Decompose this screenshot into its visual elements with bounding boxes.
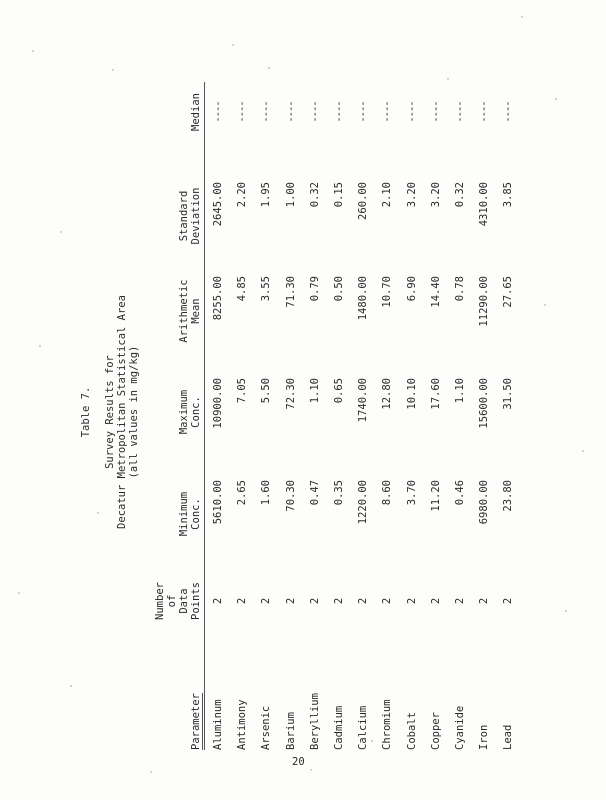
cell-minimum: 70.30 [284,480,297,512]
header-maximum-line-1: Maximum [178,389,190,435]
cell-mean: 0.79 [308,276,321,302]
cell-parameter: Cobalt [405,712,418,750]
table-row [405,72,419,752]
cell-data-points: 2 [502,597,515,605]
cell-mean: 6.90 [405,276,418,302]
cell-parameter: Beryllium [308,693,321,750]
cell-data-points: 2 [381,597,394,605]
cell-minimum: 8.60 [381,480,394,506]
table-row [501,72,515,752]
header-parameter [190,693,203,750]
cell-std: 2.20 [236,182,249,208]
cell-minimum: 6980.00 [478,480,491,525]
header-maximum-line-2: Conc. [190,396,202,428]
cell-data-points: 2 [260,597,273,605]
cell-parameter: Cyanide [454,705,466,750]
cell-std: 2645.00 [212,182,224,227]
cell-minimum: 3.70 [405,480,418,506]
cell-mean: 1480.00 [357,276,370,321]
cell-median: ---- [236,101,249,123]
rotated-table [80,72,540,752]
cell-median: ---- [333,101,345,123]
cell-median: ---- [308,101,321,123]
cell-minimum: 5610.00 [212,480,224,525]
table-row [453,72,467,752]
cell-minimum: 2.65 [236,480,249,506]
cell-mean: 27.65 [502,276,515,308]
cell-median: ---- [454,101,466,123]
cell-maximum: 31.50 [502,378,515,410]
cell-std: 2.10 [381,182,394,208]
cell-median: ---- [212,101,224,123]
cell-mean: 4.85 [236,276,249,302]
cell-parameter: Aluminum [212,699,224,750]
table-units: (all values in mg/kg) [128,345,140,479]
header-data-points-line-4: Points [190,582,202,620]
cell-std: 260.00 [357,182,370,220]
cell-data-points: 2 [284,597,297,605]
table-row [356,72,370,752]
cell-data-points: 2 [478,597,491,605]
table-row [477,72,491,752]
table-row [211,72,225,752]
cell-median: ---- [381,101,394,123]
cell-maximum: 5.50 [260,378,273,404]
cell-minimum: 1220.00 [357,480,370,525]
cell-mean: 0.50 [333,276,345,302]
table-title-block [80,72,140,752]
cell-data-points: 2 [454,597,466,605]
table-row [259,72,273,752]
cell-std: 1.00 [284,182,297,208]
header-std-line-1: Standard [178,190,190,242]
cell-parameter: Arsenic [260,705,273,750]
table-row [235,72,249,752]
header-mean [178,266,202,356]
cell-median: ---- [429,101,442,123]
header-minimum-line-1: Minimum [178,491,190,537]
cell-minimum: 0.46 [454,480,466,506]
cell-mean: 0.78 [454,276,466,302]
header-data-points [154,566,202,636]
cell-maximum: 17.60 [429,378,442,410]
cell-maximum: 12.80 [381,378,394,410]
table-row [380,72,394,752]
cell-std: 0.32 [454,182,466,208]
table-row [332,72,346,752]
cell-parameter: Calcium [357,705,370,750]
cell-median: ---- [405,101,418,123]
table-title: Survey Results for [104,355,116,469]
header-minimum-line-2: Conc. [190,498,202,530]
cell-std: 3.85 [502,182,515,208]
header-mean-line-1: Arithmetic [178,279,190,343]
cell-mean: 71.30 [284,276,297,308]
cell-maximum: 10.10 [405,378,418,410]
table-number: Table 7. [80,386,92,438]
cell-maximum: 72.30 [284,378,297,410]
table-row [284,72,298,752]
cell-median: ---- [260,101,273,123]
cell-median: ---- [478,101,491,123]
header-median [190,82,202,142]
table-row [429,72,443,752]
page-number: 20 [292,756,305,768]
cell-minimum: 0.47 [308,480,321,506]
cell-std: 0.15 [333,182,345,208]
cell-data-points: 2 [357,597,370,605]
cell-data-points: 2 [308,597,321,605]
cell-minimum: 11.20 [429,480,442,512]
cell-parameter: Copper [429,712,442,750]
cell-maximum: 1.10 [454,378,466,404]
cell-std: 3.20 [405,182,418,208]
cell-data-points: 2 [333,597,345,605]
cell-parameter: Iron [478,724,491,750]
cell-mean: 11290.00 [478,276,491,327]
cell-std: 4310.00 [478,182,491,227]
cell-maximum: 1.10 [308,378,321,404]
cell-mean: 3.55 [260,276,273,302]
cell-median: ---- [357,101,370,123]
cell-maximum: 0.65 [333,378,345,404]
header-data-points-line-2: of [166,594,178,608]
cell-std: 1.95 [260,182,273,208]
cell-minimum: 23.80 [502,480,515,512]
header-std-line-2: Deviation [190,187,202,245]
cell-maximum: 15600.00 [478,378,491,429]
cell-data-points: 2 [212,597,224,605]
cell-median: ---- [502,101,515,123]
header-std [178,176,202,256]
cell-parameter: Chromium [381,699,394,750]
cell-maximum: 10900.00 [212,378,224,429]
cell-median: ---- [284,101,297,123]
header-rule [204,82,205,750]
cell-parameter: Cadmium [333,705,345,750]
header-data-points-line-1: Number [154,582,166,620]
cell-data-points: 2 [405,597,418,605]
cell-maximum: 1740.00 [357,378,370,423]
cell-mean: 10.70 [381,276,394,308]
cell-data-points: 2 [236,597,249,605]
header-median-label: Median [190,93,202,131]
table-title-area: Decatur Metropolitan Statistical Area [116,295,128,529]
cell-parameter: Antimony [236,699,249,750]
header-minimum [178,474,202,554]
cell-maximum: 7.05 [236,378,249,404]
cell-std: 0.32 [308,182,321,208]
header-data-points-line-3: Data [178,588,190,614]
cell-minimum: 1.60 [260,480,273,506]
table-row [308,72,322,752]
cell-parameter: Barium [284,712,297,750]
header-mean-line-2: Mean [190,298,202,324]
cell-parameter: Lead [502,724,515,750]
header-parameter-label: Parameter [190,693,202,750]
header-maximum [178,372,202,452]
cell-minimum: 0.35 [333,480,345,506]
cell-mean: 8255.00 [212,276,224,321]
cell-mean: 14.40 [429,276,442,308]
cell-std: 3.20 [429,182,442,208]
cell-data-points: 2 [429,597,442,605]
